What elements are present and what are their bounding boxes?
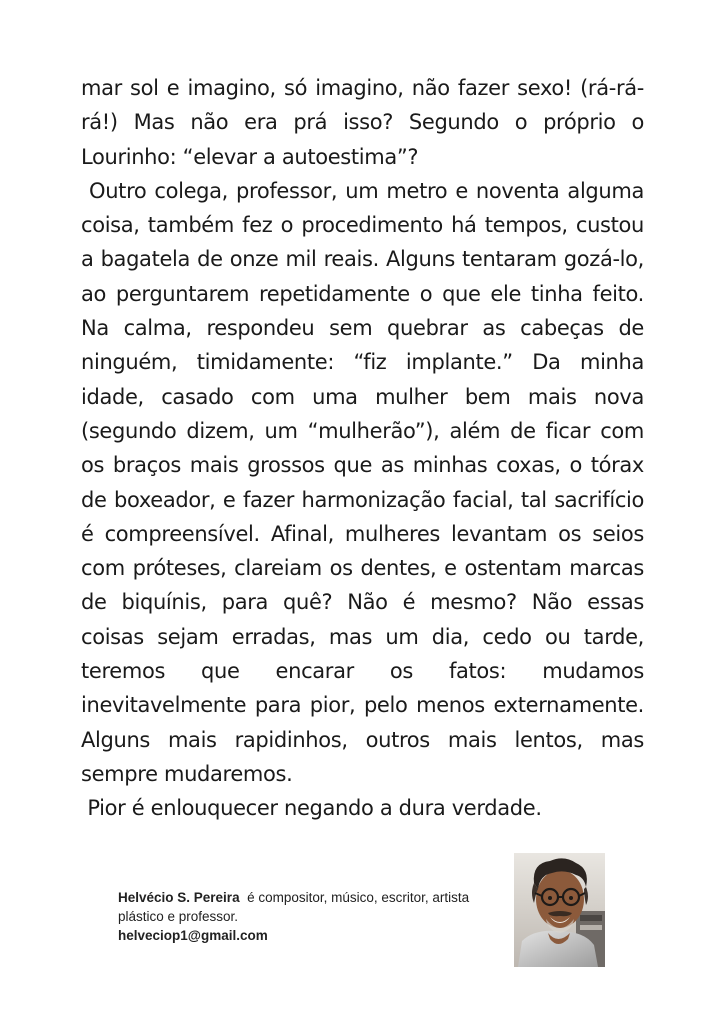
author-email: helveciop1@gmail.com <box>118 928 268 943</box>
author-photo <box>514 853 605 967</box>
author-name: Helvécio S. Pereira <box>118 890 240 905</box>
article-paragraph: Outro colega, professor, um metro e noventa alguma coisa, também fez o procedimento há tempos, custou a bagatela de onze mil reais. Alguns tentaram gozá-lo, ao perguntarem repetidamente o que ele tinha feito. Na calma, respondeu sem quebrar as cabeças de ninguém, timidamente: “fiz implante.” Da minha idade, casado com uma mulher bem mais nova (segundo dizem, um “mulherão”), além de ficar com os braços mais grossos que as minhas coxas, o tórax de boxeador, e fazer harmonização facial, tal sacrifício é compreensível. Afinal, mulheres levantam os seios com próteses, clareiam os dentes, e ostentam marcas de biquínis, para quê? Não é mesmo? Não essas coisas sejam erradas, mas um dia, cedo ou tarde, teremos que encarar os fatos: mudamos inevitavelmente para pior, pelo menos externamente. Alguns mais rapidinhos, outros mais lentos, mas sempre mudaremos. <box>81 178 644 786</box>
author-bio <box>118 888 498 945</box>
author-portrait-image <box>514 853 605 967</box>
article-paragraph: mar sol e imagino, só imagino, não fazer sexo! (rá-rá-rá!) Mas não era prá isso? Segundo o próprio o Lourinho: “elevar a autoestima”? <box>81 76 644 169</box>
author-description: é compositor, músico, escritor, artista plástico e professor. <box>118 890 470 924</box>
article-paragraph: Pior é enlouquecer negando a dura verdade. <box>87 796 542 821</box>
article-body <box>81 71 644 826</box>
